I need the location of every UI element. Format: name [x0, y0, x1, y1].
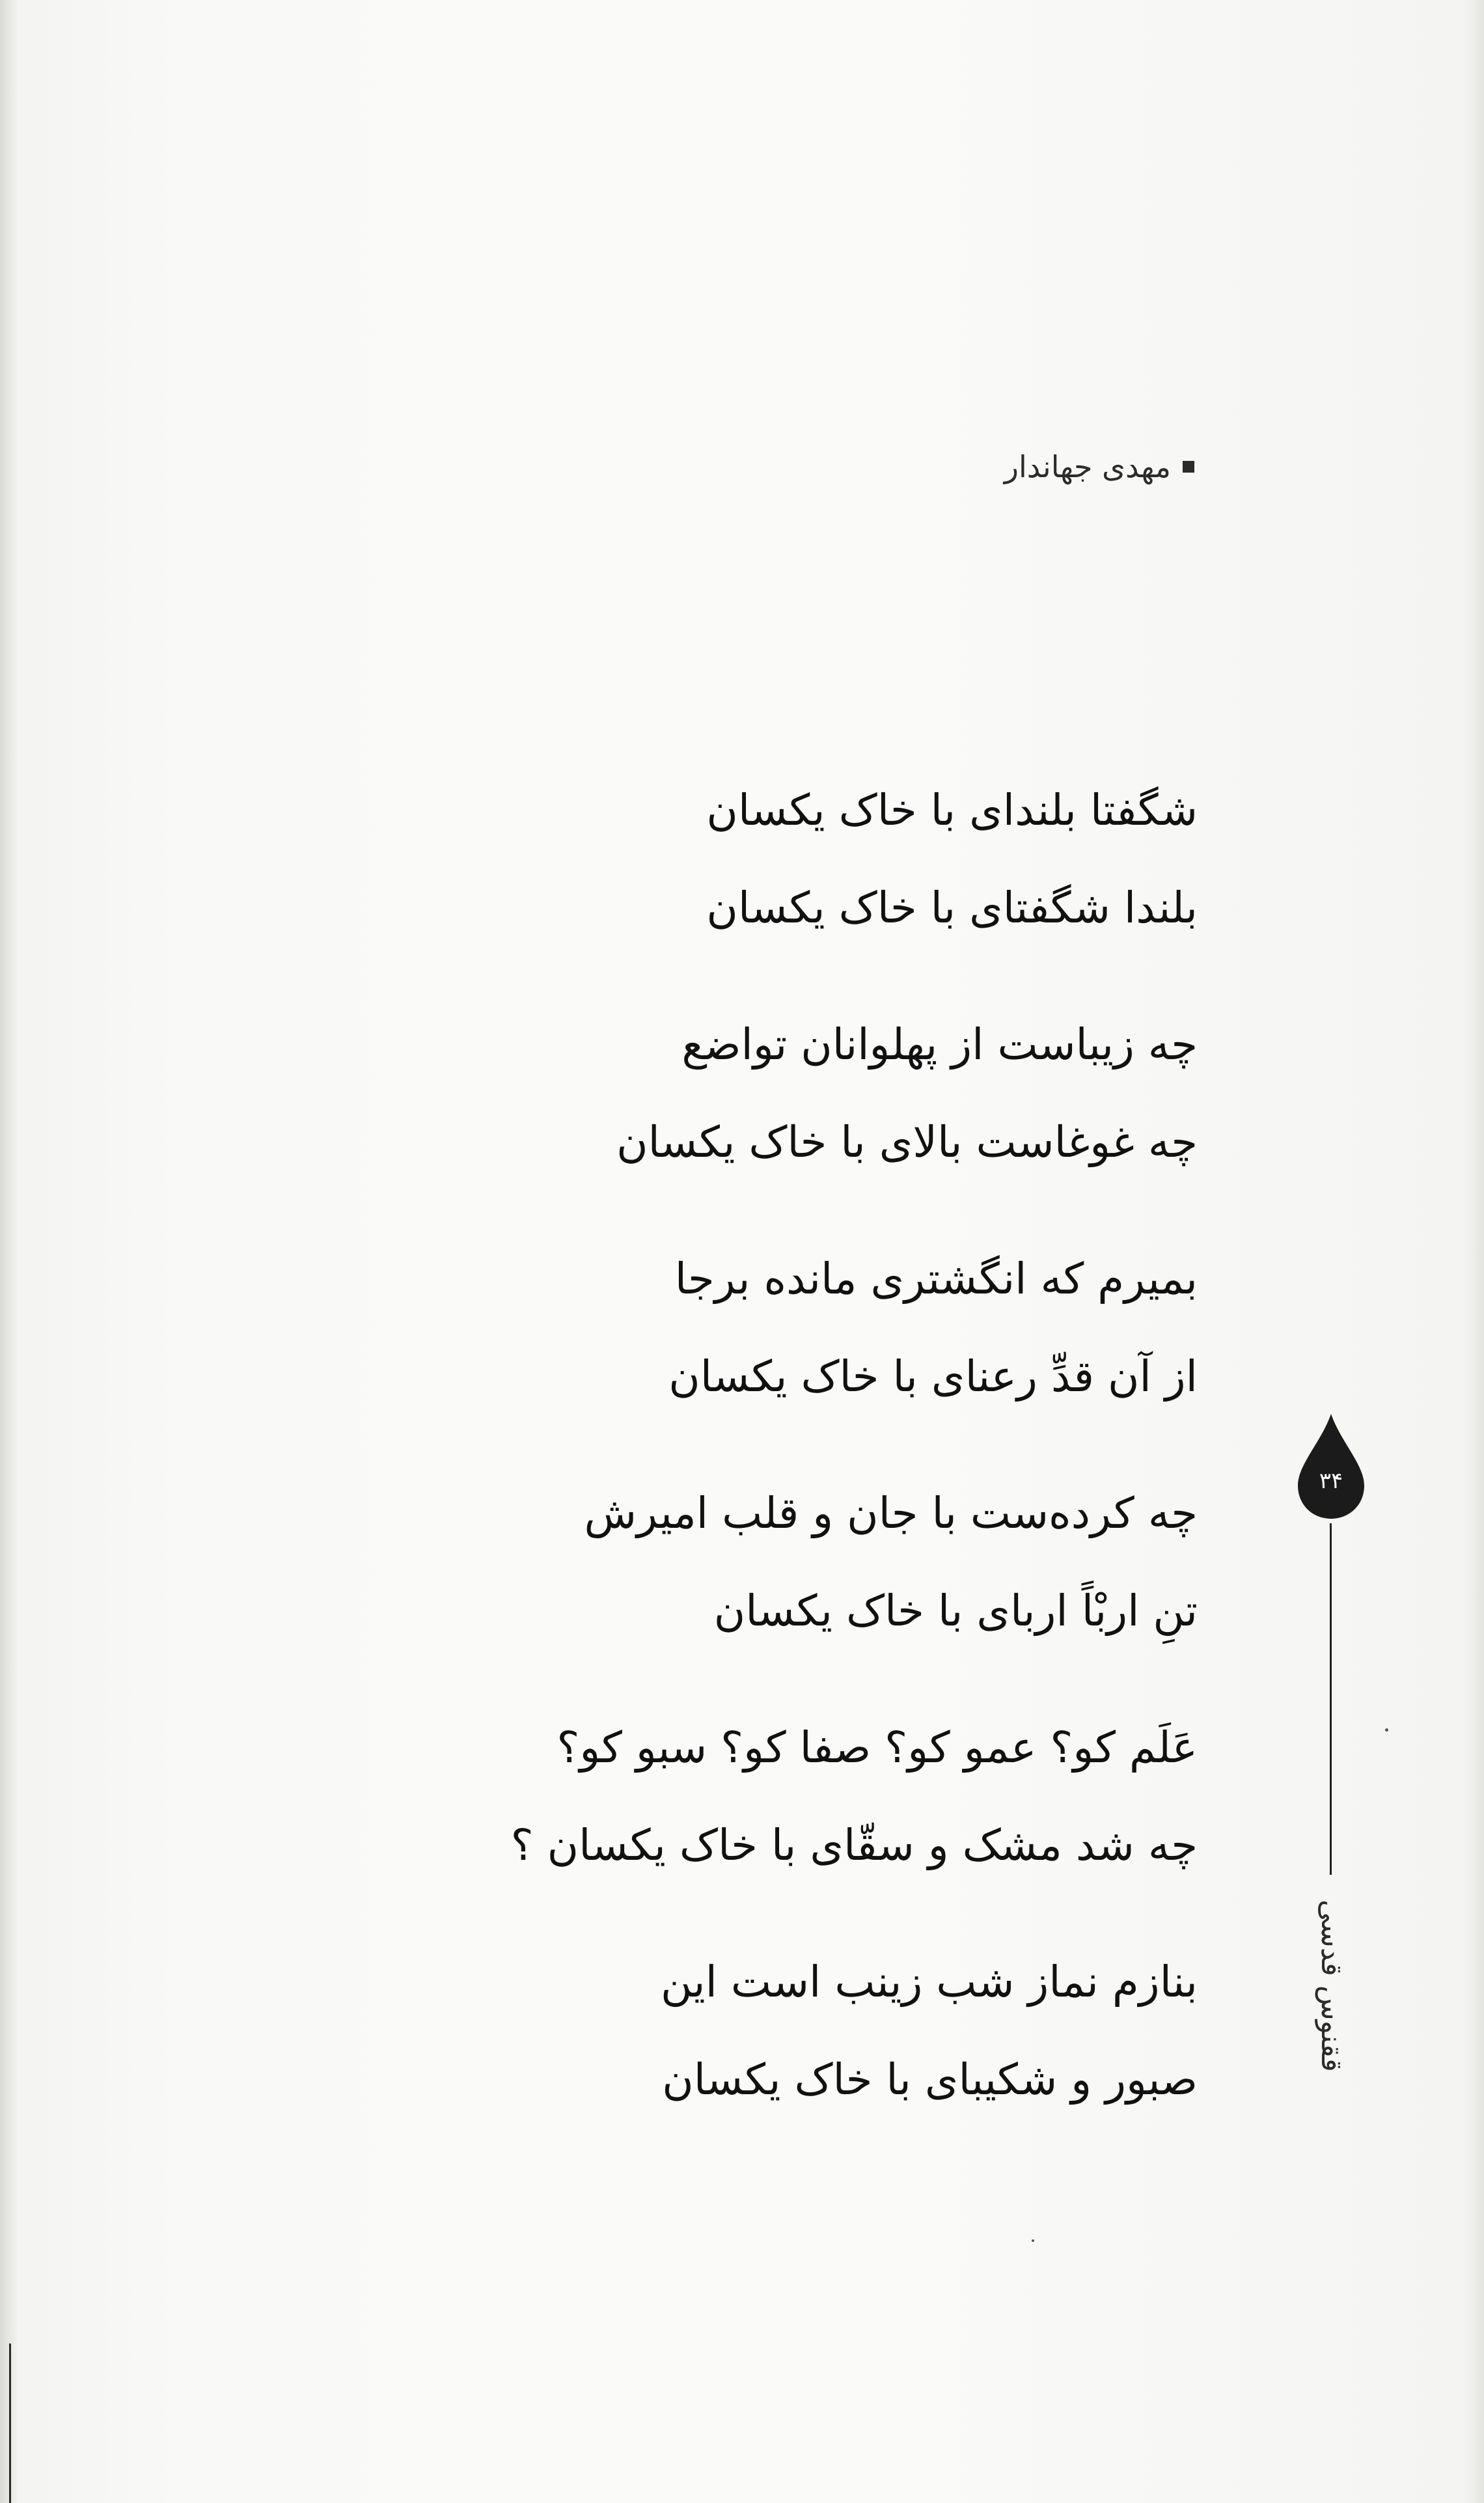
- poem-line: چه کرده‌ست با جان و قلب امیرش: [584, 1488, 1198, 1538]
- stanza: [482, 762, 1198, 957]
- poem: [482, 762, 1198, 2168]
- poem-line: بنازم نماز شب زینب است این: [661, 1957, 1198, 2007]
- binding-shadow: [0, 0, 18, 2503]
- poem-line: شگفتا بلندای با خاک یکسان: [706, 785, 1198, 835]
- binding-edge-line: [9, 2344, 11, 2503]
- print-speck: [1385, 1728, 1388, 1732]
- poem-line: تنِ اربْاً اربای با خاک یکسان: [713, 1586, 1198, 1636]
- page-edge-shadow: [1463, 0, 1484, 2503]
- poem-line: عَلَم کو؟ عمو کو؟ صفا کو؟ سبو کو؟: [556, 1722, 1198, 1773]
- poem-line: چه غوغاست بالای با خاک یکسان: [616, 1117, 1198, 1167]
- author-name: مهدی جهاندار: [1004, 449, 1171, 484]
- margin-rule: [1330, 1523, 1332, 1875]
- running-title: [1302, 1888, 1360, 2083]
- poem-line: چه شد مشک و سقّای با خاک یکسان ؟: [510, 1820, 1198, 1870]
- header-bullet-icon: [1183, 461, 1194, 473]
- stanza: [482, 1933, 1198, 2129]
- stanza: [482, 1465, 1198, 1660]
- poem-line: چه زیباست از پهلوانان تواضع: [681, 1019, 1198, 1070]
- running-header: [1004, 449, 1194, 484]
- poem-line: صبور و شکیبای با خاک یکسان: [662, 2054, 1198, 2105]
- stanza: [482, 1230, 1198, 1426]
- poem-line: بمیرم که انگشتری مانده برجا: [674, 1254, 1198, 1304]
- stanza: [482, 1699, 1198, 1894]
- drop-icon: [1295, 1413, 1367, 1520]
- stanza: [482, 996, 1198, 1191]
- page-number: ۳۴: [1319, 1468, 1343, 1494]
- poem-line: بلندا شگفتای با خاک یکسان: [706, 883, 1198, 933]
- running-title-text: ققنوس قدسی: [1314, 1899, 1348, 2072]
- print-speck: [1032, 2239, 1034, 2242]
- poem-line: از آن قدِّ رعنای با خاک یکسان: [668, 1351, 1198, 1402]
